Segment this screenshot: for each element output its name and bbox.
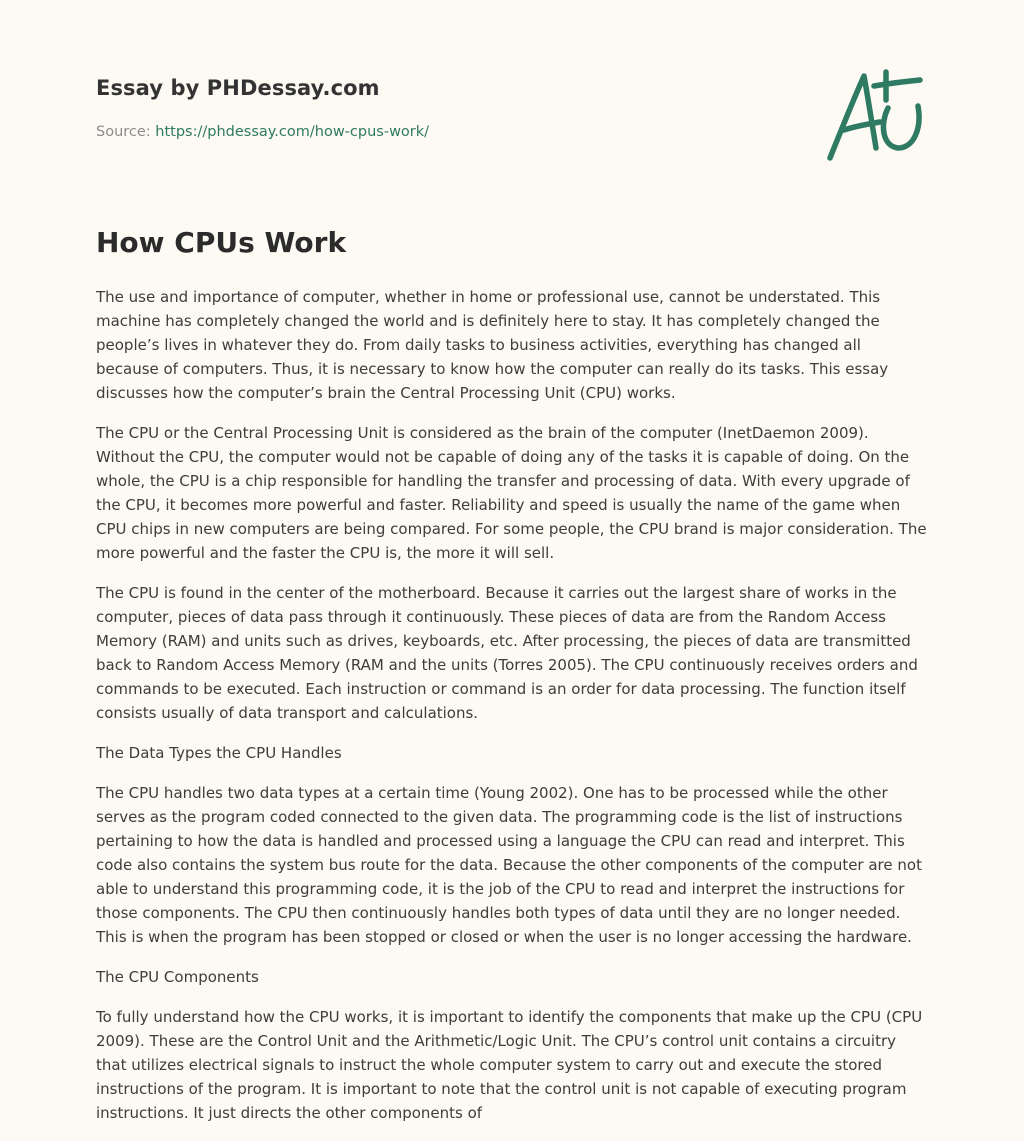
essay-paragraph: The use and importance of computer, whether in home or professional use, cannot be understated. This machine has completely changed the world and is definitely here to stay. It has completely changed the people’s lives in whatever they do. From daily tasks to business activities, everything has changed all because of computers. Thus, it is necessary to know how the computer can really do its tasks. This essay discusses how the computer’s brain the Central Processing Unit (CPU) works.: [96, 288, 889, 402]
source-line: [96, 124, 429, 140]
section-heading: The CPU Components: [96, 968, 259, 986]
source-label: Source:: [96, 124, 151, 140]
source-link[interactable]: https://phdessay.com/how-cpus-work/: [155, 124, 430, 140]
essay-title: How CPUs Work: [96, 226, 347, 259]
essay-paragraph: To fully understand how the CPU works, it is important to identify the components that make up the CPU (CPU 2009). These are the Control Unit and the Arithmetic/Logic Unit. The CPU’s control unit contains a circuitry that utilizes electrical signals to instruct the whole computer system to carry out and execute the stored instructions of the program. It is important to note that the control unit is not capable of executing program instructions. It just directs the other components of: [96, 1008, 923, 1122]
section-heading: The Data Types the CPU Handles: [96, 744, 342, 762]
essay-paragraph: The CPU is found in the center of the motherboard. Because it carries out the largest share of works in the computer, pieces of data pass through it continuously. These pieces of data are from the Random Access Memory (RAM) and units such as drives, keyboards, etc. After processing, the pieces of data are transmitted back to Random Access Memory (RAM and the units (Torres 2005). The CPU continuously receives orders and commands to be executed. Each instruction or command is an order for data processing. The function itself consists usually of data transport and calculations.: [96, 584, 918, 722]
essay-paragraph: The CPU or the Central Processing Unit is considered as the brain of the computer (InetDaemon 2009). Without the CPU, the computer would not be capable of doing any of the tasks it is capable of doing. On the whole, the CPU is a chip responsible for handling the transfer and processing of data. With every upgrade of the CPU, it becomes more powerful and faster. Reliability and speed is usually the name of the game when CPU chips in new computers are being compared. For some people, the CPU brand is major consideration. The more powerful and the faster the CPU is, the more it will sell.: [96, 424, 927, 562]
site-title: Essay by PHDessay.com: [96, 76, 380, 100]
essay-body: [96, 285, 928, 1141]
essay-paragraph: The CPU handles two data types at a certain time (Young 2002). One has to be processed while the other serves as the program coded connected to the given data. The programming code is the list of instructions pertaining to how the data is handled and processed using a language the CPU can read and interpret. This code also contains the system bus route for the data. Because the other components of the computer are not able to understand this programming code, it is the job of the CPU to read and interpret the instructions for those components. The CPU then continuously handles both types of data until they are no longer needed. This is when the program has been stopped or closed or when the user is no longer accessing the hardware.: [96, 784, 922, 946]
a-plus-logo-icon: [822, 68, 928, 166]
